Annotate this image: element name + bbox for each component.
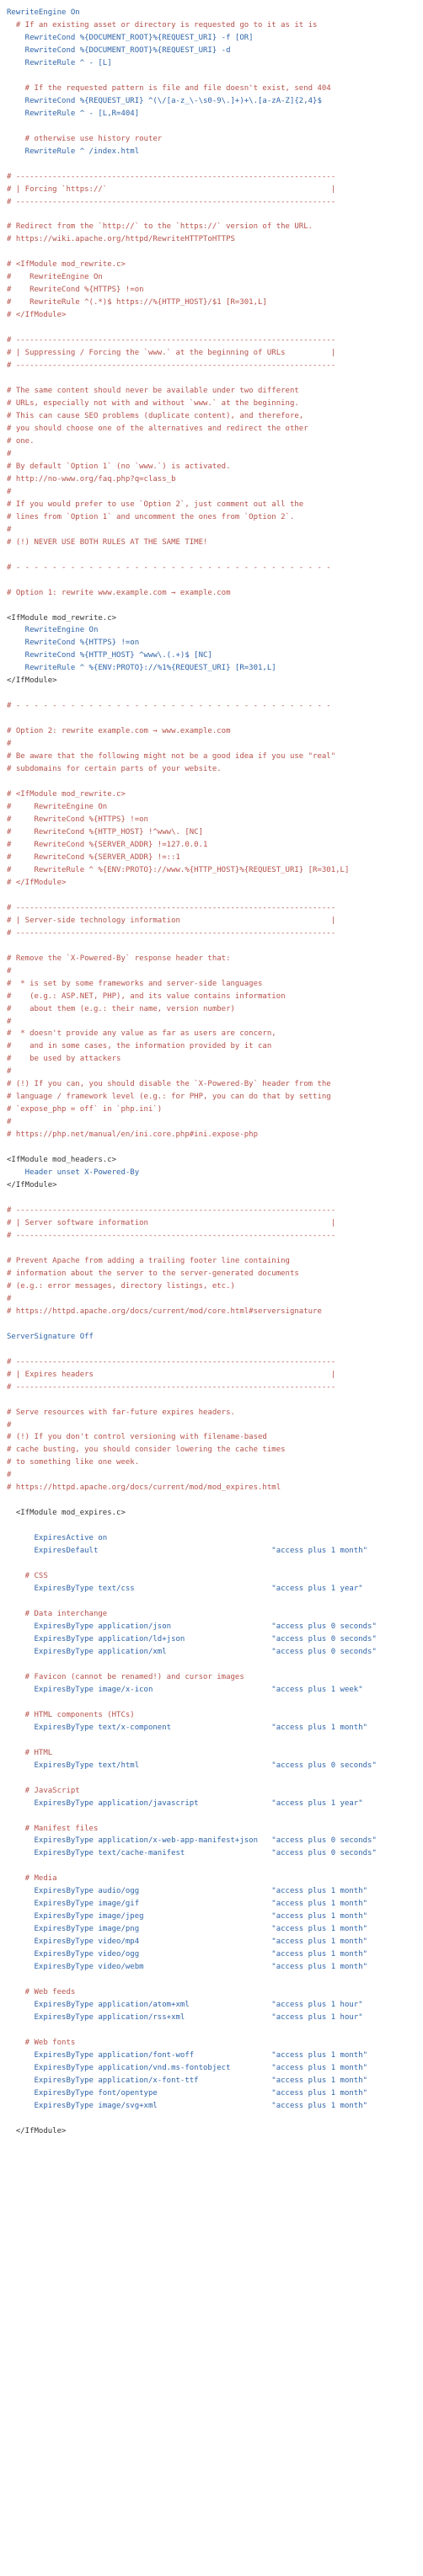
blank-line — [0, 1734, 423, 1747]
blank-line — [0, 1141, 423, 1154]
comment-line: # Option 2: rewrite example.com → www.example.com — [7, 727, 231, 736]
comment-line: # * is set by some frameworks and server-side languages — [7, 979, 263, 988]
code-line: ExpiresByType text/css "access plus 1 year" — [7, 1585, 363, 1594]
comment-line: # This can cause SEO problems (duplicate content), and therefore, — [7, 412, 304, 420]
code-line: ExpiresActive on — [7, 1534, 108, 1543]
code-line: ServerSignature Off — [7, 1332, 94, 1341]
comment-line: # — [7, 966, 12, 975]
code-line: RewriteRule ^ %{ENV:PROTO}://%1%{REQUEST_URI} [R=301,L] — [7, 664, 276, 673]
comment-line: # RewriteCond %{HTTPS} !=on — [7, 286, 144, 295]
blank-line — [0, 1558, 423, 1570]
comment-line: # ---------------------------------------------------------------------- — [7, 336, 336, 345]
comment-line: # | Expires headers | — [7, 1370, 336, 1379]
comment-line: # RewriteCond %{HTTPS} !=on — [7, 815, 148, 824]
comment-line: # HTML components (HTCs) — [7, 1710, 135, 1719]
comment-line: # <IfModule mod_rewrite.c> — [7, 260, 126, 270]
blank-line — [0, 246, 423, 259]
code-line: RewriteRule ^ - [L,R=404] — [7, 109, 140, 118]
comment-line: # JavaScript — [7, 1786, 80, 1795]
comment-line: # http://no-www.org/faq.php?q=class_b — [7, 474, 176, 484]
code-line: ExpiresByType application/atom+xml "access plus 1 hour" — [7, 2001, 363, 2010]
comment-line: # If an existing asset or directory is requested go to it as it is — [7, 20, 318, 29]
code-line: ExpiresByType video/ogg "access plus 1 month" — [7, 1950, 368, 1959]
comment-line: # Data interchange — [7, 1610, 108, 1619]
comment-line: # — [7, 1471, 12, 1480]
comment-line: # CSS — [7, 1572, 48, 1581]
comment-line: # information about the server to the server-generated documents — [7, 1269, 299, 1278]
blank-line — [0, 1494, 423, 1507]
blank-line — [0, 1974, 423, 1986]
comment-line: # RewriteEngine On — [7, 273, 103, 282]
blank-line — [0, 1697, 423, 1709]
comment-line: # be used by attackers — [7, 1055, 121, 1064]
comment-line: # — [7, 525, 12, 534]
code-line: ExpiresByType image/gif "access plus 1 month" — [7, 1900, 368, 1909]
blank-line — [0, 2024, 423, 2037]
code-line: RewriteEngine On — [7, 626, 99, 635]
code-line: ExpiresByType application/x-web-app-manifest+json "access plus 0 seconds" — [7, 1836, 377, 1846]
blank-line — [0, 713, 423, 725]
comment-line: # — [7, 740, 12, 749]
blank-line — [0, 575, 423, 587]
comment-line: # (!) If you can, you should disable the `X-Powered-By` header from the — [7, 1080, 331, 1089]
comment-line: # * doesn't provide any value as far as users are concern, — [7, 1029, 276, 1039]
blank-line — [0, 158, 423, 171]
code-line: Header unset X-Powered-By — [7, 1168, 140, 1178]
code-line: ExpiresByType audio/ogg "access plus 1 month" — [7, 1887, 368, 1896]
comment-line: # ---------------------------------------------------------------------- — [7, 1382, 336, 1392]
comment-line: # RewriteEngine On — [7, 803, 108, 812]
comment-line: # Web fonts — [7, 2038, 76, 2047]
comment-line: # RewriteRule ^ %{ENV:PROTO}://www.%{HTTP_HOST}%{REQUEST_URI} [R=301,L] — [7, 865, 350, 874]
code-line: ExpiresByType image/jpeg "access plus 1 month" — [7, 1912, 368, 1921]
blank-line — [0, 1520, 423, 1532]
blank-line — [0, 372, 423, 385]
comment-line: # (!) NEVER USE BOTH RULES AT THE SAME TIME! — [7, 537, 208, 547]
blank-line — [0, 70, 423, 83]
comment-line: # ---------------------------------------------------------------------- — [7, 361, 336, 371]
comment-line: # URLs, especially not with and without `www.` at the beginning. — [7, 399, 299, 409]
blank-line — [0, 1595, 423, 1608]
code-line: RewriteCond %{DOCUMENT_ROOT}%{REQUEST_URI} -f [OR] — [7, 33, 254, 42]
comment-line: # (e.g.: error messages, directory listings, etc.) — [7, 1281, 235, 1291]
code-line: RewriteCond %{HTTP_HOST} ^www\.(.+)$ [NC] — [7, 651, 212, 660]
code-line: ExpiresByType image/png "access plus 1 month" — [7, 1925, 368, 1934]
comment-line: # `expose_php = off` in `php.ini`) — [7, 1105, 163, 1114]
code-line: RewriteRule ^ - [L] — [7, 58, 112, 67]
code-line: ExpiresByType image/x-icon "access plus 1 week" — [7, 1685, 363, 1694]
comment-line: # Option 1: rewrite www.example.com → example.com — [7, 588, 231, 597]
code-line: ExpiresByType application/x-font-ttf "access plus 1 month" — [7, 2076, 368, 2085]
comment-line: # | Server-side technology information | — [7, 916, 336, 925]
comment-line: # Serve resources with far-future expires headers. — [7, 1408, 235, 1417]
comment-line: # RewriteCond %{SERVER_ADDR} !=::1 — [7, 852, 180, 862]
comment-line: # RewriteCond %{HTTP_HOST} !^www\. [NC] — [7, 827, 203, 836]
comment-line: # ---------------------------------------------------------------------- — [7, 928, 336, 938]
blank-line — [0, 1192, 423, 1205]
blank-line — [0, 1772, 423, 1785]
code-line: </IfModule> — [7, 1181, 57, 1190]
comment-line: # ---------------------------------------------------------------------- — [7, 1231, 336, 1240]
comment-line: # — [7, 1118, 12, 1127]
comment-line: # cache busting, you should consider lowering the cache times — [7, 1446, 286, 1455]
comment-line: # https://httpd.apache.org/docs/current/mod/mod_expires.html — [7, 1483, 281, 1493]
blank-line — [0, 209, 423, 222]
blank-line — [0, 2113, 423, 2125]
code-line: ExpiresByType text/cache-manifest "access plus 0 seconds" — [7, 1849, 377, 1858]
comment-line: # - - - - - - - - - - - - - - - - - - - - - - - - - - - - - - - - - - - — [7, 702, 331, 711]
comment-line: # language / framework level (e.g.: for PHP, you can do that by setting — [7, 1093, 331, 1102]
blank-line — [0, 1659, 423, 1671]
blank-line — [0, 1243, 423, 1255]
code-line: RewriteRule ^ /index.html — [7, 147, 140, 156]
blank-line — [0, 549, 423, 562]
comment-line: # — [7, 487, 12, 496]
comment-line: # about them (e.g.: their name, version number) — [7, 1004, 235, 1013]
blank-line — [0, 1318, 423, 1331]
comment-line: # — [7, 1420, 12, 1430]
blank-line — [0, 940, 423, 953]
comment-line: # lines from `Option 1` and uncomment the ones from `Option 2`. — [7, 512, 295, 521]
code-line: ExpiresByType application/ld+json "access plus 0 seconds" — [7, 1634, 377, 1643]
comment-line: # — [7, 1067, 12, 1077]
comment-line: # ---------------------------------------------------------------------- — [7, 1357, 336, 1366]
comment-line: # Web feeds — [7, 1988, 76, 1997]
comment-line: # (e.g.: ASP.NET, PHP), and its value contains information — [7, 991, 286, 1001]
code-line: ExpiresByType text/html "access plus 0 seconds" — [7, 1761, 377, 1770]
code-line: ExpiresByType font/opentype "access plus 1 month" — [7, 2088, 368, 2098]
comment-line: # The same content should never be available under two different — [7, 387, 299, 396]
comment-line: # <IfModule mod_rewrite.c> — [7, 790, 126, 799]
comment-line: # Be aware that the following might not be a good idea if you use "real" — [7, 752, 336, 762]
comment-line: # otherwise use history router — [7, 134, 163, 143]
code-line: ExpiresByType image/svg+xml "access plus 1 month" — [7, 2101, 368, 2110]
blank-line — [0, 890, 423, 902]
comment-line: # RewriteCond %{SERVER_ADDR} !=127.0.0.1 — [7, 840, 208, 849]
comment-line: # you should choose one of the alternatives and redirect the other — [7, 424, 308, 433]
comment-line: # </IfModule> — [7, 878, 67, 887]
comment-line: # https://wiki.apache.org/httpd/RewriteHTTPToHTTPS — [7, 235, 235, 244]
comment-line: # HTML — [7, 1748, 53, 1757]
comment-line: # Media — [7, 1874, 57, 1884]
comment-line: # ---------------------------------------------------------------------- — [7, 903, 336, 912]
blank-line — [0, 1810, 423, 1823]
blank-line — [0, 120, 423, 133]
blank-line — [0, 322, 423, 334]
comment-line: # ---------------------------------------------------------------------- — [7, 197, 336, 206]
comment-line: # Redirect from the `http://` to the `https://` version of the URL. — [7, 222, 313, 232]
blank-line — [0, 687, 423, 700]
comment-line: # Favicon (cannot be renamed!) and cursor images — [7, 1672, 244, 1681]
blank-line — [0, 600, 423, 612]
blank-line — [0, 776, 423, 788]
comment-line: # | Forcing `https://` | — [7, 184, 336, 194]
comment-line: # https://httpd.apache.org/docs/current/mod/core.html#serversignature — [7, 1307, 322, 1316]
comment-line: # Prevent Apache from adding a trailing footer line containing — [7, 1256, 290, 1265]
code-line: ExpiresByType text/x-component "access plus 1 month" — [7, 1723, 368, 1732]
comment-line: # | Suppressing / Forcing the `www.` at the beginning of URLs | — [7, 349, 336, 358]
comment-line: # RewriteRule ^(.*)$ https://%{HTTP_HOST}/$1 [R=301,L] — [7, 298, 267, 307]
comment-line: # By default `Option 1` (no `www.`) is activated. — [7, 462, 231, 471]
comment-line: # If the requested pattern is file and file doesn't exist, send 404 — [7, 83, 331, 93]
comment-line: # to something like one week. — [7, 1458, 140, 1467]
code-line: ExpiresByType video/mp4 "access plus 1 month" — [7, 1937, 368, 1947]
code-line: ExpiresByType application/vnd.ms-fontobject "access plus 1 month" — [7, 2063, 368, 2072]
comment-line: # subdomains for certain parts of your website. — [7, 765, 222, 774]
code-line: <IfModule mod_headers.c> — [7, 1156, 117, 1165]
code-line: ExpiresByType application/xml "access plus 0 seconds" — [7, 1647, 377, 1656]
comment-line: # Manifest files — [7, 1824, 99, 1833]
comment-line: # </IfModule> — [7, 311, 67, 320]
blank-line — [0, 1860, 423, 1873]
comment-line: # If you would prefer to use `Option 2`, just comment out all the — [7, 500, 304, 509]
comment-line: # Remove the `X-Powered-By` response header that: — [7, 954, 231, 963]
comment-line: # (!) If you don't control versioning with filename-based — [7, 1433, 267, 1442]
comment-line: # and in some cases, the information provided by it can — [7, 1042, 272, 1051]
blank-line — [0, 1344, 423, 1356]
code-line: ExpiresByType application/json "access plus 0 seconds" — [7, 1622, 377, 1631]
comment-line: # | Server software information | — [7, 1219, 336, 1227]
comment-line: # ---------------------------------------------------------------------- — [7, 1206, 336, 1216]
code-line: <IfModule mod_expires.c> — [7, 1509, 126, 1518]
code-line: RewriteCond %{REQUEST_URI} ^(\/[a-z_\-\s0-9\.]+)+\.[a-zA-Z]{2,4}$ — [7, 96, 322, 105]
code-line: ExpiresByType application/javascript "access plus 1 year" — [7, 1798, 363, 1808]
code-line: RewriteCond %{DOCUMENT_ROOT}%{REQUEST_URI} -d — [7, 45, 231, 55]
code-line: </IfModule> — [7, 2126, 67, 2135]
code-line: RewriteEngine On — [7, 8, 80, 17]
comment-line: # one. — [7, 436, 35, 446]
code-line: </IfModule> — [7, 676, 57, 686]
code-line: <IfModule mod_rewrite.c> — [7, 613, 117, 623]
comment-line: # https://php.net/manual/en/ini.core.php#ini.expose-php — [7, 1130, 259, 1140]
comment-line: # ---------------------------------------------------------------------- — [7, 172, 336, 181]
code-line: ExpiresDefault "access plus 1 month" — [7, 1547, 368, 1556]
comment-line: # — [7, 1017, 12, 1026]
comment-line: # - - - - - - - - - - - - - - - - - - - - - - - - - - - - - - - - - - - — [7, 563, 331, 572]
code-line: ExpiresByType application/rss+xml "access plus 1 hour" — [7, 2013, 363, 2023]
code-line: ExpiresByType application/font-woff "access plus 1 month" — [7, 2050, 368, 2060]
blank-line — [0, 1394, 423, 1407]
comment-line: # — [7, 449, 12, 458]
comment-line: # — [7, 1294, 12, 1303]
code-line: ExpiresByType video/webm "access plus 1 month" — [7, 1963, 368, 1972]
code-line: RewriteCond %{HTTPS} !=on — [7, 639, 140, 648]
